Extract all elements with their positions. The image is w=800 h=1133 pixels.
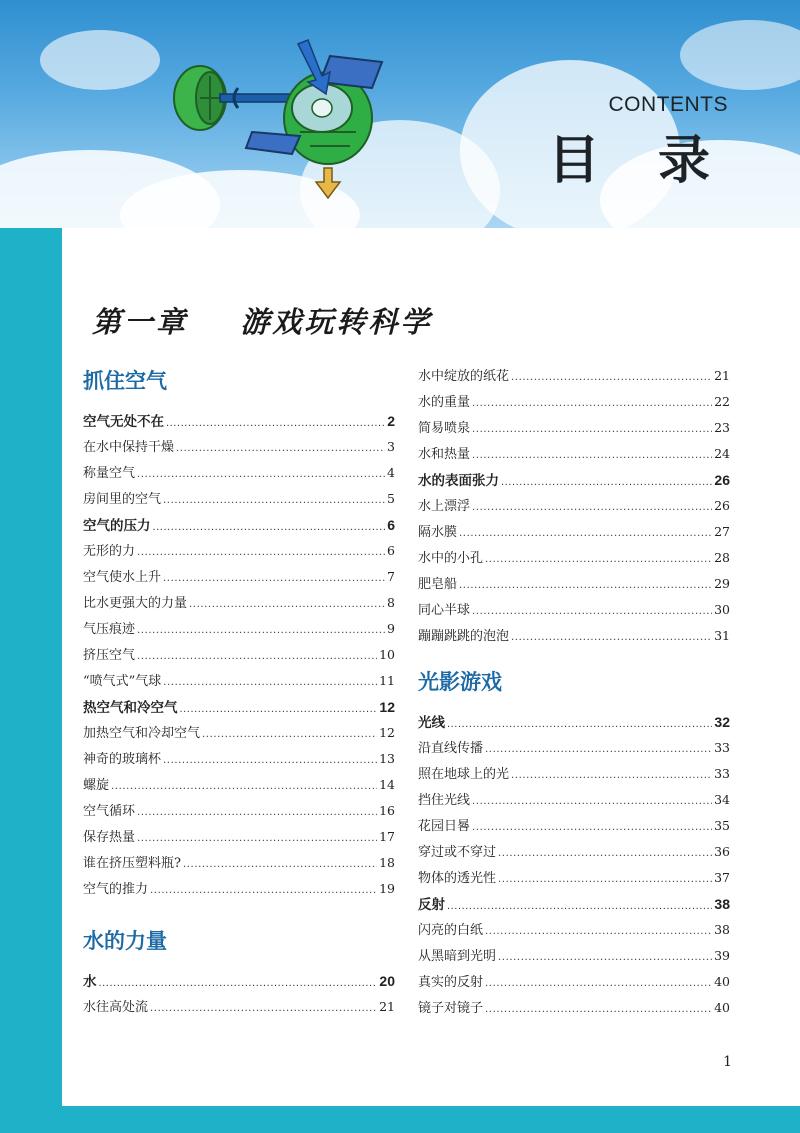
toc-entry-page: 20 bbox=[379, 973, 395, 989]
toc-leader-dots bbox=[111, 774, 377, 800]
toc-entry-label: 闪亮的白纸 bbox=[418, 923, 484, 938]
toc-leader-dots bbox=[166, 410, 385, 436]
toc-entry-label: 水的表面张力 bbox=[418, 473, 499, 488]
toc-entry-page: 3 bbox=[387, 439, 395, 454]
toc-entry-page: 38 bbox=[714, 896, 730, 912]
toc-entry-page: 10 bbox=[379, 647, 395, 662]
toc-entry[interactable] bbox=[83, 434, 395, 460]
toc-entry[interactable] bbox=[83, 720, 395, 746]
toc-entry[interactable] bbox=[418, 519, 730, 545]
toc-entry-page: 28 bbox=[714, 550, 730, 565]
toc-entry-label: 螺旋 bbox=[83, 778, 110, 793]
toc-right-column bbox=[418, 363, 730, 1021]
toc-entry-label: 花园日晷 bbox=[418, 819, 471, 834]
toc-leader-dots bbox=[137, 462, 385, 488]
toc-leader-dots bbox=[485, 737, 712, 763]
toc-leader-dots bbox=[137, 540, 385, 566]
toc-leader-dots bbox=[485, 971, 712, 997]
toc-entry[interactable] bbox=[418, 969, 730, 995]
toc-subsection-entry[interactable] bbox=[83, 968, 395, 994]
toc-entry-page: 38 bbox=[714, 922, 730, 937]
toc-entry-label: 水往高处流 bbox=[83, 1000, 149, 1015]
toc-entry-label: 镜子对镜子 bbox=[418, 1001, 484, 1016]
toc-leader-dots bbox=[511, 625, 712, 651]
toc-entry[interactable] bbox=[83, 850, 395, 876]
toc-entry-label: 同心半球 bbox=[418, 603, 471, 618]
toc-entry[interactable] bbox=[418, 623, 730, 649]
toc-subsection-entry[interactable] bbox=[418, 467, 730, 493]
toc-entry-page: 5 bbox=[387, 491, 395, 506]
toc-entry[interactable] bbox=[418, 865, 730, 891]
toc-leader-dots bbox=[99, 970, 378, 996]
toc-subsection-entry[interactable] bbox=[83, 694, 395, 720]
toc-entry-label: 气压痕迹 bbox=[83, 622, 136, 637]
cloud bbox=[680, 20, 800, 90]
toc-entry-label: 水上漂浮 bbox=[418, 499, 471, 514]
toc-leader-dots bbox=[472, 599, 712, 625]
toc-entry-page: 21 bbox=[714, 368, 730, 383]
toc-leader-dots bbox=[472, 789, 712, 815]
toc-leader-dots bbox=[459, 521, 712, 547]
toc-leader-dots bbox=[202, 722, 377, 748]
toc-entry-page: 12 bbox=[379, 725, 395, 740]
toc-leader-dots bbox=[153, 514, 386, 540]
toc-leader-dots bbox=[498, 945, 712, 971]
toc-entry-label: 谁在挤压塑料瓶? bbox=[83, 856, 181, 871]
toc-entry-page: 7 bbox=[387, 569, 395, 584]
toc-entry-label: 比水更强大的力量 bbox=[83, 596, 188, 611]
toc-entry-label: “喷气式”气球 bbox=[83, 674, 162, 689]
toc-leader-dots bbox=[511, 365, 712, 391]
toc-leader-dots bbox=[137, 800, 377, 826]
toc-leader-dots bbox=[163, 566, 385, 592]
toc-entry-page: 30 bbox=[714, 602, 730, 617]
toc-entry-page: 26 bbox=[714, 472, 730, 488]
toc-entry-label: 空气循环 bbox=[83, 804, 136, 819]
toc-entry-label: 空气的压力 bbox=[83, 518, 151, 533]
toc-entry-page: 33 bbox=[714, 766, 730, 781]
toc-entry-page: 31 bbox=[714, 628, 730, 643]
toc-entry-label: 挡住光线 bbox=[418, 793, 471, 808]
toc-entry-label: 光线 bbox=[418, 715, 445, 730]
toc-leader-dots bbox=[137, 644, 377, 670]
toc-entry-label: 保存热量 bbox=[83, 830, 136, 845]
toc-entry-page: 2 bbox=[387, 413, 395, 429]
toc-entry[interactable] bbox=[418, 441, 730, 467]
toc-entry-label: 蹦蹦跳跳的泡泡 bbox=[418, 629, 510, 644]
toc-entry-label: 空气的推力 bbox=[83, 882, 149, 897]
toc-entry-page: 16 bbox=[379, 803, 395, 818]
toc-entry-label: 真实的反射 bbox=[418, 975, 484, 990]
toc-entry[interactable] bbox=[418, 571, 730, 597]
toc-entry[interactable] bbox=[83, 746, 395, 772]
toc-entry-label: 水和热量 bbox=[418, 447, 471, 462]
toc-leader-dots bbox=[485, 919, 712, 945]
toc-entry[interactable] bbox=[83, 486, 395, 512]
toc-entry-label: 房间里的空气 bbox=[83, 492, 162, 507]
toc-entry-page: 17 bbox=[379, 829, 395, 844]
toc-leader-dots bbox=[498, 867, 712, 893]
toc-entry-label: 水中的小孔 bbox=[418, 551, 484, 566]
toc-leader-dots bbox=[163, 488, 385, 514]
contents-heading-en: CONTENTS bbox=[608, 93, 728, 116]
toc-entry[interactable] bbox=[83, 590, 395, 616]
toc-leader-dots bbox=[472, 495, 712, 521]
page-number: 1 bbox=[723, 1054, 732, 1070]
toc-leader-dots bbox=[447, 711, 712, 737]
toc-entry-page: 27 bbox=[714, 524, 730, 539]
toc-subsection-entry[interactable] bbox=[83, 408, 395, 434]
toc-subsection-entry[interactable] bbox=[83, 512, 395, 538]
toc-entry[interactable] bbox=[418, 493, 730, 519]
cloud bbox=[40, 30, 160, 90]
toc-entry[interactable] bbox=[83, 642, 395, 668]
toc-entry-label: 水中绽放的纸花 bbox=[418, 369, 510, 384]
toc-entry[interactable] bbox=[83, 876, 395, 902]
toc-entry-page: 32 bbox=[714, 714, 730, 730]
toc-leader-dots bbox=[150, 878, 377, 904]
toc-entry-page: 12 bbox=[379, 699, 395, 715]
toc-entry[interactable] bbox=[83, 616, 395, 642]
toc-entry-page: 21 bbox=[379, 999, 395, 1014]
toc-entry-page: 39 bbox=[714, 948, 730, 963]
toc-entry-page: 40 bbox=[714, 1000, 730, 1015]
water-wheel-machine-illustration bbox=[160, 36, 400, 206]
toc-entry-label: 称量空气 bbox=[83, 466, 136, 481]
chapter-title: 第一章 游戏玩转科学 bbox=[92, 305, 433, 339]
toc-entry[interactable] bbox=[418, 597, 730, 623]
toc-entry-label: 简易喷泉 bbox=[418, 421, 471, 436]
toc-entry-label: 隔水膜 bbox=[418, 525, 458, 540]
toc-leader-dots bbox=[485, 547, 712, 573]
toc-leader-dots bbox=[472, 815, 712, 841]
toc-entry-page: 9 bbox=[387, 621, 395, 636]
toc-entry-label: 神奇的玻璃杯 bbox=[83, 752, 162, 767]
toc-entry-label: 水的重量 bbox=[418, 395, 471, 410]
toc-leader-dots bbox=[150, 996, 377, 1022]
toc-entry[interactable] bbox=[418, 813, 730, 839]
toc-entry-page: 33 bbox=[714, 740, 730, 755]
toc-leader-dots bbox=[176, 436, 385, 462]
toc-entry[interactable] bbox=[418, 995, 730, 1021]
toc-entry[interactable] bbox=[83, 824, 395, 850]
toc-entry-page: 26 bbox=[714, 498, 730, 513]
toc-entry[interactable] bbox=[418, 545, 730, 571]
toc-entry-page: 11 bbox=[379, 673, 395, 688]
toc-entry-label: 空气无处不在 bbox=[83, 414, 164, 429]
toc-entry[interactable] bbox=[83, 538, 395, 564]
toc-entry-page: 13 bbox=[379, 751, 395, 766]
toc-leader-dots bbox=[163, 670, 377, 696]
toc-entry-page: 14 bbox=[379, 777, 395, 792]
toc-entry[interactable] bbox=[418, 363, 730, 389]
toc-entry-page: 23 bbox=[714, 420, 730, 435]
toc-entry-page: 37 bbox=[714, 870, 730, 885]
toc-leader-dots bbox=[472, 417, 712, 443]
section-title: 抓住空气 bbox=[83, 368, 167, 393]
toc-entry-page: 8 bbox=[387, 595, 395, 610]
toc-entry-page: 24 bbox=[714, 446, 730, 461]
toc-entry-label: 加热空气和冷却空气 bbox=[83, 726, 201, 741]
toc-entry[interactable] bbox=[83, 460, 395, 486]
toc-leader-dots bbox=[511, 763, 712, 789]
toc-leader-dots bbox=[447, 893, 712, 919]
toc-entry-label: 无形的力 bbox=[83, 544, 136, 559]
toc-subsection-entry[interactable] bbox=[418, 891, 730, 917]
contents-heading-zh: 目 录 bbox=[547, 130, 730, 191]
toc-entry[interactable] bbox=[83, 798, 395, 824]
toc-leader-dots bbox=[501, 469, 712, 495]
toc-entry[interactable] bbox=[83, 564, 395, 590]
toc-leader-dots bbox=[485, 997, 712, 1023]
toc-leader-dots bbox=[498, 841, 712, 867]
toc-left-column bbox=[83, 368, 395, 1020]
toc-leader-dots bbox=[472, 391, 712, 417]
toc-entry[interactable] bbox=[418, 389, 730, 415]
toc-entry-page: 4 bbox=[387, 465, 395, 480]
toc-leader-dots bbox=[163, 748, 377, 774]
toc-entry-page: 29 bbox=[714, 576, 730, 591]
toc-entry[interactable] bbox=[418, 735, 730, 761]
toc-leader-dots bbox=[180, 696, 378, 722]
toc-entry-page: 22 bbox=[714, 394, 730, 409]
toc-leader-dots bbox=[137, 618, 385, 644]
toc-entry-label: 空气使水上升 bbox=[83, 570, 162, 585]
toc-entry-label: 物体的透光性 bbox=[418, 871, 497, 886]
toc-entry-page: 34 bbox=[714, 792, 730, 807]
toc-entry-label: 肥皂船 bbox=[418, 577, 458, 592]
toc-entry[interactable] bbox=[83, 994, 395, 1020]
toc-entry-page: 35 bbox=[714, 818, 730, 833]
toc-entry-page: 18 bbox=[379, 855, 395, 870]
toc-entry[interactable] bbox=[418, 839, 730, 865]
toc-entry-label: 反射 bbox=[418, 897, 445, 912]
header-banner bbox=[0, 0, 800, 228]
toc-entry-page: 36 bbox=[714, 844, 730, 859]
toc-entry[interactable] bbox=[418, 787, 730, 813]
toc-page bbox=[62, 228, 800, 1106]
toc-entry[interactable] bbox=[418, 415, 730, 441]
toc-entry-label: 挤压空气 bbox=[83, 648, 136, 663]
toc-entry[interactable] bbox=[83, 772, 395, 798]
toc-entry[interactable] bbox=[418, 917, 730, 943]
toc-leader-dots bbox=[137, 826, 377, 852]
toc-leader-dots bbox=[459, 573, 712, 599]
toc-entry-label: 沿直线传播 bbox=[418, 741, 484, 756]
section-title: 水的力量 bbox=[83, 928, 167, 953]
toc-entry-page: 19 bbox=[379, 881, 395, 896]
toc-entry-page: 6 bbox=[387, 517, 395, 533]
toc-entry-page: 40 bbox=[714, 974, 730, 989]
toc-leader-dots bbox=[189, 592, 385, 618]
toc-entry[interactable] bbox=[83, 668, 395, 694]
toc-entry-label: 从黑暗到光明 bbox=[418, 949, 497, 964]
toc-entry-label: 穿过或不穿过 bbox=[418, 845, 497, 860]
toc-leader-dots bbox=[472, 443, 712, 469]
toc-subsection-entry[interactable] bbox=[418, 709, 730, 735]
section-title: 光影游戏 bbox=[418, 669, 502, 694]
toc-entry[interactable] bbox=[418, 761, 730, 787]
toc-entry-label: 热空气和冷空气 bbox=[83, 700, 178, 715]
toc-entry-label: 照在地球上的光 bbox=[418, 767, 510, 782]
toc-entry-label: 水 bbox=[83, 974, 97, 989]
toc-leader-dots bbox=[183, 852, 377, 878]
toc-entry[interactable] bbox=[418, 943, 730, 969]
toc-entry-label: 在水中保持干燥 bbox=[83, 440, 175, 455]
toc-entry-page: 6 bbox=[387, 543, 395, 558]
